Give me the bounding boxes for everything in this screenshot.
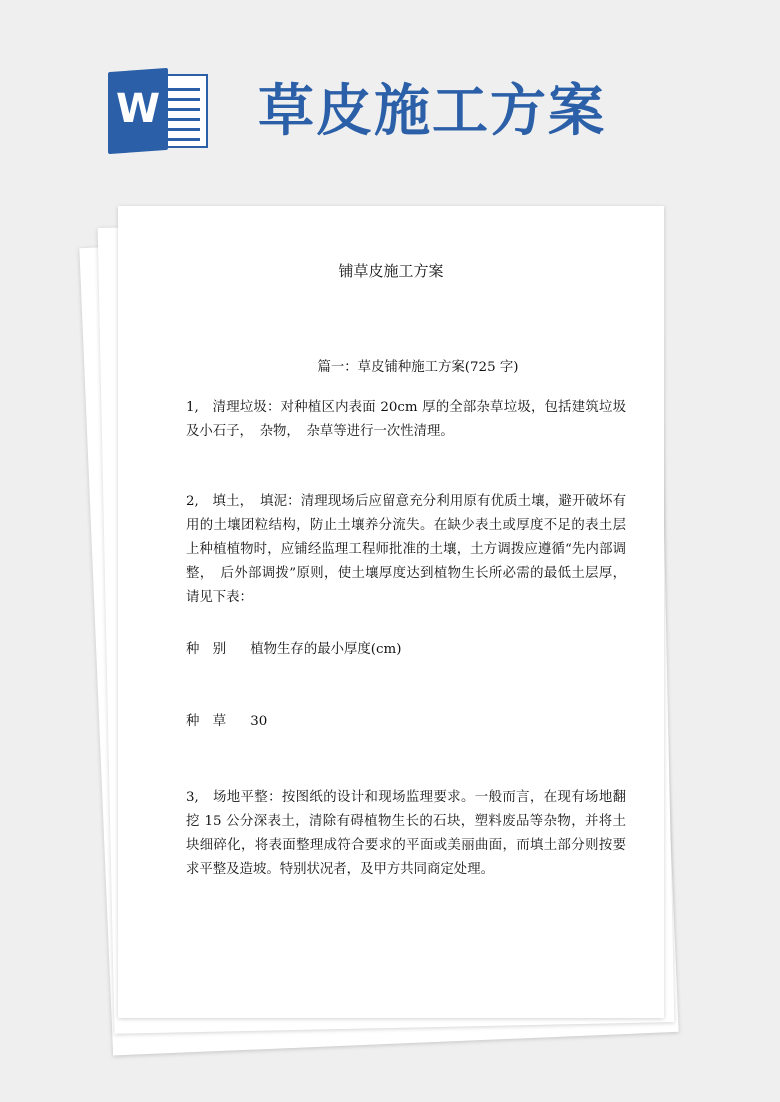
paragraph-3: 3, 场地平整：按图纸的设计和现场监理要求。一般而言，在现有场地翻挖 15 公分深表土，清除有碍植物生长的石块，塑料废品等杂物，并将土块细碎化，将表面整理成符合要求的平面或美丽曲面，而填土部分则按要求平整及造坡。特别状况者，及甲方共同商定处理。 xyxy=(186,790,626,877)
word-document-icon xyxy=(108,70,208,154)
table-cell: 种 草 xyxy=(186,714,227,729)
table-header-cell: 植物生存的最小厚度(cm) xyxy=(250,642,402,657)
table-cell: 30 xyxy=(250,714,268,729)
header xyxy=(0,0,780,190)
table-header-row xyxy=(186,638,401,657)
paragraph-2: 2, 填土， 填泥：清理现场后应留意充分利用原有优质土壤，避开破坏有用的土壤团粒结构，防止土壤养分流失。在缺少表土或厚度不足的表土层上种植植物时，应铺经监理工程师批准的土壤，土方调拨应遵循“先内部调整， 后外部调拨”原则，使土壤厚度达到植物生长所必需的最低土层厚，请见下表： xyxy=(186,494,626,605)
table-header-cell: 种 别 xyxy=(186,642,227,657)
word-letter: W xyxy=(116,86,161,132)
section-title: 篇一：草皮铺种施工方案(725 字) xyxy=(317,360,519,375)
page-title: 草皮施工方案 xyxy=(258,79,606,144)
document-title: 铺草皮施工方案 xyxy=(338,262,444,280)
document-page xyxy=(118,206,664,1018)
paragraph-1: 1, 清理垃圾：对种植区内表面 20cm 厚的全部杂草垃圾，包括建筑垃圾及小石子， 杂物， 杂草等进行一次性清理。 xyxy=(186,400,626,439)
table-row xyxy=(186,710,267,729)
